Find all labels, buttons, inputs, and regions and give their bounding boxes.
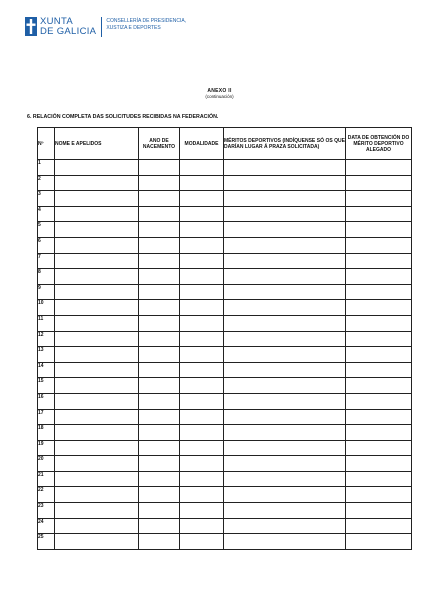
table-row: [38, 503, 412, 519]
name-cell[interactable]: [55, 331, 139, 347]
merit-date-cell[interactable]: [346, 362, 412, 378]
department-line2: XUSTIZA E DEPORTES: [106, 25, 161, 31]
merit-date-cell[interactable]: [346, 206, 412, 222]
section-title: 6. RELACIÓN COMPLETA DAS SOLICITUDES RECIBIDAS NA FEDERACIÓN.: [27, 114, 219, 120]
merits-cell[interactable]: [224, 222, 346, 238]
merits-cell[interactable]: [224, 518, 346, 534]
department-name: [106, 17, 186, 31]
modality-cell[interactable]: [180, 487, 224, 503]
name-cell[interactable]: [55, 487, 139, 503]
modality-cell[interactable]: [180, 425, 224, 441]
row-number: 3: [38, 191, 55, 207]
logo-line2: DE GALICIA: [40, 25, 97, 37]
name-cell[interactable]: [55, 471, 139, 487]
merits-cell[interactable]: [224, 425, 346, 441]
name-cell[interactable]: [55, 300, 139, 316]
name-cell[interactable]: [55, 425, 139, 441]
name-cell[interactable]: [55, 534, 139, 550]
birth-year-cell[interactable]: [139, 518, 180, 534]
table-row: [38, 440, 412, 456]
modality-cell[interactable]: [180, 534, 224, 550]
table-row: [38, 409, 412, 425]
table-row: [38, 222, 412, 238]
merits-cell[interactable]: [224, 269, 346, 285]
table-row: [38, 456, 412, 472]
row-number: 8: [38, 269, 55, 285]
row-number: 1: [38, 160, 55, 176]
birth-year-cell[interactable]: [139, 393, 180, 409]
table-row: [38, 300, 412, 316]
merits-cell[interactable]: [224, 284, 346, 300]
merits-cell[interactable]: [224, 378, 346, 394]
logo-line1: XUNTA: [40, 16, 73, 27]
row-number: 16: [38, 393, 55, 409]
annex-title: ANEXO II: [207, 88, 232, 94]
birth-year-cell[interactable]: [139, 206, 180, 222]
merit-date-cell[interactable]: [346, 284, 412, 300]
row-number: 6: [38, 237, 55, 253]
name-cell[interactable]: [55, 378, 139, 394]
merit-date-cell[interactable]: [346, 300, 412, 316]
row-number: 4: [38, 206, 55, 222]
name-cell[interactable]: [55, 347, 139, 363]
birth-year-cell[interactable]: [139, 440, 180, 456]
birth-year-cell[interactable]: [139, 487, 180, 503]
merits-cell[interactable]: [224, 175, 346, 191]
modality-cell[interactable]: [180, 284, 224, 300]
merits-cell[interactable]: [224, 440, 346, 456]
table-row: [38, 175, 412, 191]
table-row: [38, 253, 412, 269]
name-cell[interactable]: [55, 456, 139, 472]
table-row: [38, 191, 412, 207]
merits-cell[interactable]: [224, 409, 346, 425]
row-number: 23: [38, 503, 55, 519]
merit-date-cell[interactable]: [346, 191, 412, 207]
row-number: 19: [38, 440, 55, 456]
name-cell[interactable]: [55, 160, 139, 176]
birth-year-cell[interactable]: [139, 347, 180, 363]
modality-cell[interactable]: [180, 331, 224, 347]
table-row: [38, 534, 412, 550]
merit-date-cell[interactable]: [346, 222, 412, 238]
birth-year-cell[interactable]: [139, 456, 180, 472]
birth-year-cell[interactable]: [139, 471, 180, 487]
birth-year-cell[interactable]: [139, 253, 180, 269]
table-row: [38, 425, 412, 441]
modality-cell[interactable]: [180, 160, 224, 176]
table-row: [38, 237, 412, 253]
birth-year-cell[interactable]: [139, 315, 180, 331]
modality-cell[interactable]: [180, 440, 224, 456]
row-number: 22: [38, 487, 55, 503]
row-number: 24: [38, 518, 55, 534]
applications-table: [37, 127, 412, 550]
table-row: [38, 362, 412, 378]
table-row: [38, 269, 412, 285]
row-number: 2: [38, 175, 55, 191]
table-header-row: [38, 128, 412, 160]
table-row: [38, 487, 412, 503]
table-row: [38, 160, 412, 176]
modality-cell[interactable]: [180, 393, 224, 409]
header-num: Nº: [38, 128, 55, 160]
table-row: [38, 378, 412, 394]
merits-cell[interactable]: [224, 487, 346, 503]
xunta-cross-logo-icon: [25, 17, 37, 36]
annex-heading: [0, 88, 439, 99]
merit-date-cell[interactable]: [346, 487, 412, 503]
table-row: [38, 471, 412, 487]
table-row: [38, 518, 412, 534]
merit-date-cell[interactable]: [346, 253, 412, 269]
merits-cell[interactable]: [224, 503, 346, 519]
merits-cell[interactable]: [224, 362, 346, 378]
birth-year-cell[interactable]: [139, 409, 180, 425]
name-cell[interactable]: [55, 269, 139, 285]
header-merits: MÉRITOS DEPORTIVOS (INDÍQUENSE SÓ OS QUE DARÍAN LUGAR Á PRAZA SOLICITADA): [224, 128, 346, 160]
birth-year-cell[interactable]: [139, 503, 180, 519]
birth-year-cell[interactable]: [139, 237, 180, 253]
modality-cell[interactable]: [180, 409, 224, 425]
row-number: 15: [38, 378, 55, 394]
annex-subtitle: (continuación): [205, 94, 234, 99]
merits-cell[interactable]: [224, 393, 346, 409]
modality-cell[interactable]: [180, 206, 224, 222]
birth-year-cell[interactable]: [139, 331, 180, 347]
name-cell[interactable]: [55, 393, 139, 409]
modality-cell[interactable]: [180, 362, 224, 378]
header-birth-year: ANO DE NACEMENTO: [139, 128, 180, 160]
merits-cell[interactable]: [224, 331, 346, 347]
row-number: 11: [38, 315, 55, 331]
row-number: 9: [38, 284, 55, 300]
table-row: [38, 347, 412, 363]
birth-year-cell[interactable]: [139, 534, 180, 550]
merit-date-cell[interactable]: [346, 315, 412, 331]
modality-cell[interactable]: [180, 237, 224, 253]
row-number: 12: [38, 331, 55, 347]
header-modality: MODALIDADE: [180, 128, 224, 160]
merit-date-cell[interactable]: [346, 503, 412, 519]
table-row: [38, 393, 412, 409]
table-body: [38, 160, 412, 550]
merit-date-cell[interactable]: [346, 378, 412, 394]
table-row: [38, 331, 412, 347]
merit-date-cell[interactable]: [346, 347, 412, 363]
name-cell[interactable]: [55, 284, 139, 300]
modality-cell[interactable]: [180, 222, 224, 238]
birth-year-cell[interactable]: [139, 300, 180, 316]
merit-date-cell[interactable]: [346, 425, 412, 441]
modality-cell[interactable]: [180, 191, 224, 207]
row-number: 18: [38, 425, 55, 441]
header-merit-date: DATA DE OBTENCIÓN DO MÉRITO DEPORTIVO ALEGADO: [346, 128, 412, 160]
name-cell[interactable]: [55, 409, 139, 425]
modality-cell[interactable]: [180, 378, 224, 394]
row-number: 17: [38, 409, 55, 425]
modality-cell[interactable]: [180, 253, 224, 269]
name-cell[interactable]: [55, 237, 139, 253]
birth-year-cell[interactable]: [139, 175, 180, 191]
merits-cell[interactable]: [224, 253, 346, 269]
modality-cell[interactable]: [180, 269, 224, 285]
birth-year-cell[interactable]: [139, 269, 180, 285]
name-cell[interactable]: [55, 440, 139, 456]
xunta-logo: [25, 17, 186, 37]
modality-cell[interactable]: [180, 518, 224, 534]
row-number: 5: [38, 222, 55, 238]
row-number: 20: [38, 456, 55, 472]
logo-wordmark: [40, 17, 96, 36]
table-row: [38, 284, 412, 300]
birth-year-cell[interactable]: [139, 378, 180, 394]
modality-cell[interactable]: [180, 300, 224, 316]
merit-date-cell[interactable]: [346, 518, 412, 534]
row-number: 7: [38, 253, 55, 269]
merit-date-cell[interactable]: [346, 534, 412, 550]
merit-date-cell[interactable]: [346, 269, 412, 285]
merit-date-cell[interactable]: [346, 160, 412, 176]
name-cell[interactable]: [55, 362, 139, 378]
merit-date-cell[interactable]: [346, 456, 412, 472]
merit-date-cell[interactable]: [346, 471, 412, 487]
header-name: NOME E APELIDOS: [55, 128, 139, 160]
name-cell[interactable]: [55, 253, 139, 269]
name-cell[interactable]: [55, 503, 139, 519]
merits-cell[interactable]: [224, 471, 346, 487]
merit-date-cell[interactable]: [346, 237, 412, 253]
birth-year-cell[interactable]: [139, 191, 180, 207]
merits-cell[interactable]: [224, 347, 346, 363]
merits-cell[interactable]: [224, 191, 346, 207]
name-cell[interactable]: [55, 175, 139, 191]
name-cell[interactable]: [55, 518, 139, 534]
birth-year-cell[interactable]: [139, 425, 180, 441]
merit-date-cell[interactable]: [346, 440, 412, 456]
name-cell[interactable]: [55, 315, 139, 331]
name-cell[interactable]: [55, 222, 139, 238]
birth-year-cell[interactable]: [139, 362, 180, 378]
row-number: 10: [38, 300, 55, 316]
row-number: 13: [38, 347, 55, 363]
merit-date-cell[interactable]: [346, 331, 412, 347]
merits-cell[interactable]: [224, 534, 346, 550]
merit-date-cell[interactable]: [346, 409, 412, 425]
modality-cell[interactable]: [180, 503, 224, 519]
modality-cell[interactable]: [180, 347, 224, 363]
merits-cell[interactable]: [224, 456, 346, 472]
modality-cell[interactable]: [180, 315, 224, 331]
logo-separator: [101, 17, 102, 37]
modality-cell[interactable]: [180, 456, 224, 472]
merit-date-cell[interactable]: [346, 175, 412, 191]
merits-cell[interactable]: [224, 206, 346, 222]
name-cell[interactable]: [55, 191, 139, 207]
table-row: [38, 315, 412, 331]
department-line1: CONSELLERÍA DE PRESIDENCIA,: [106, 18, 187, 24]
birth-year-cell[interactable]: [139, 284, 180, 300]
name-cell[interactable]: [55, 206, 139, 222]
merits-cell[interactable]: [224, 237, 346, 253]
row-number: 21: [38, 471, 55, 487]
merits-cell[interactable]: [224, 160, 346, 176]
modality-cell[interactable]: [180, 471, 224, 487]
birth-year-cell[interactable]: [139, 222, 180, 238]
modality-cell[interactable]: [180, 175, 224, 191]
birth-year-cell[interactable]: [139, 160, 180, 176]
merit-date-cell[interactable]: [346, 393, 412, 409]
merits-cell[interactable]: [224, 315, 346, 331]
row-number: 14: [38, 362, 55, 378]
table-row: [38, 206, 412, 222]
merits-cell[interactable]: [224, 300, 346, 316]
row-number: 25: [38, 534, 55, 550]
